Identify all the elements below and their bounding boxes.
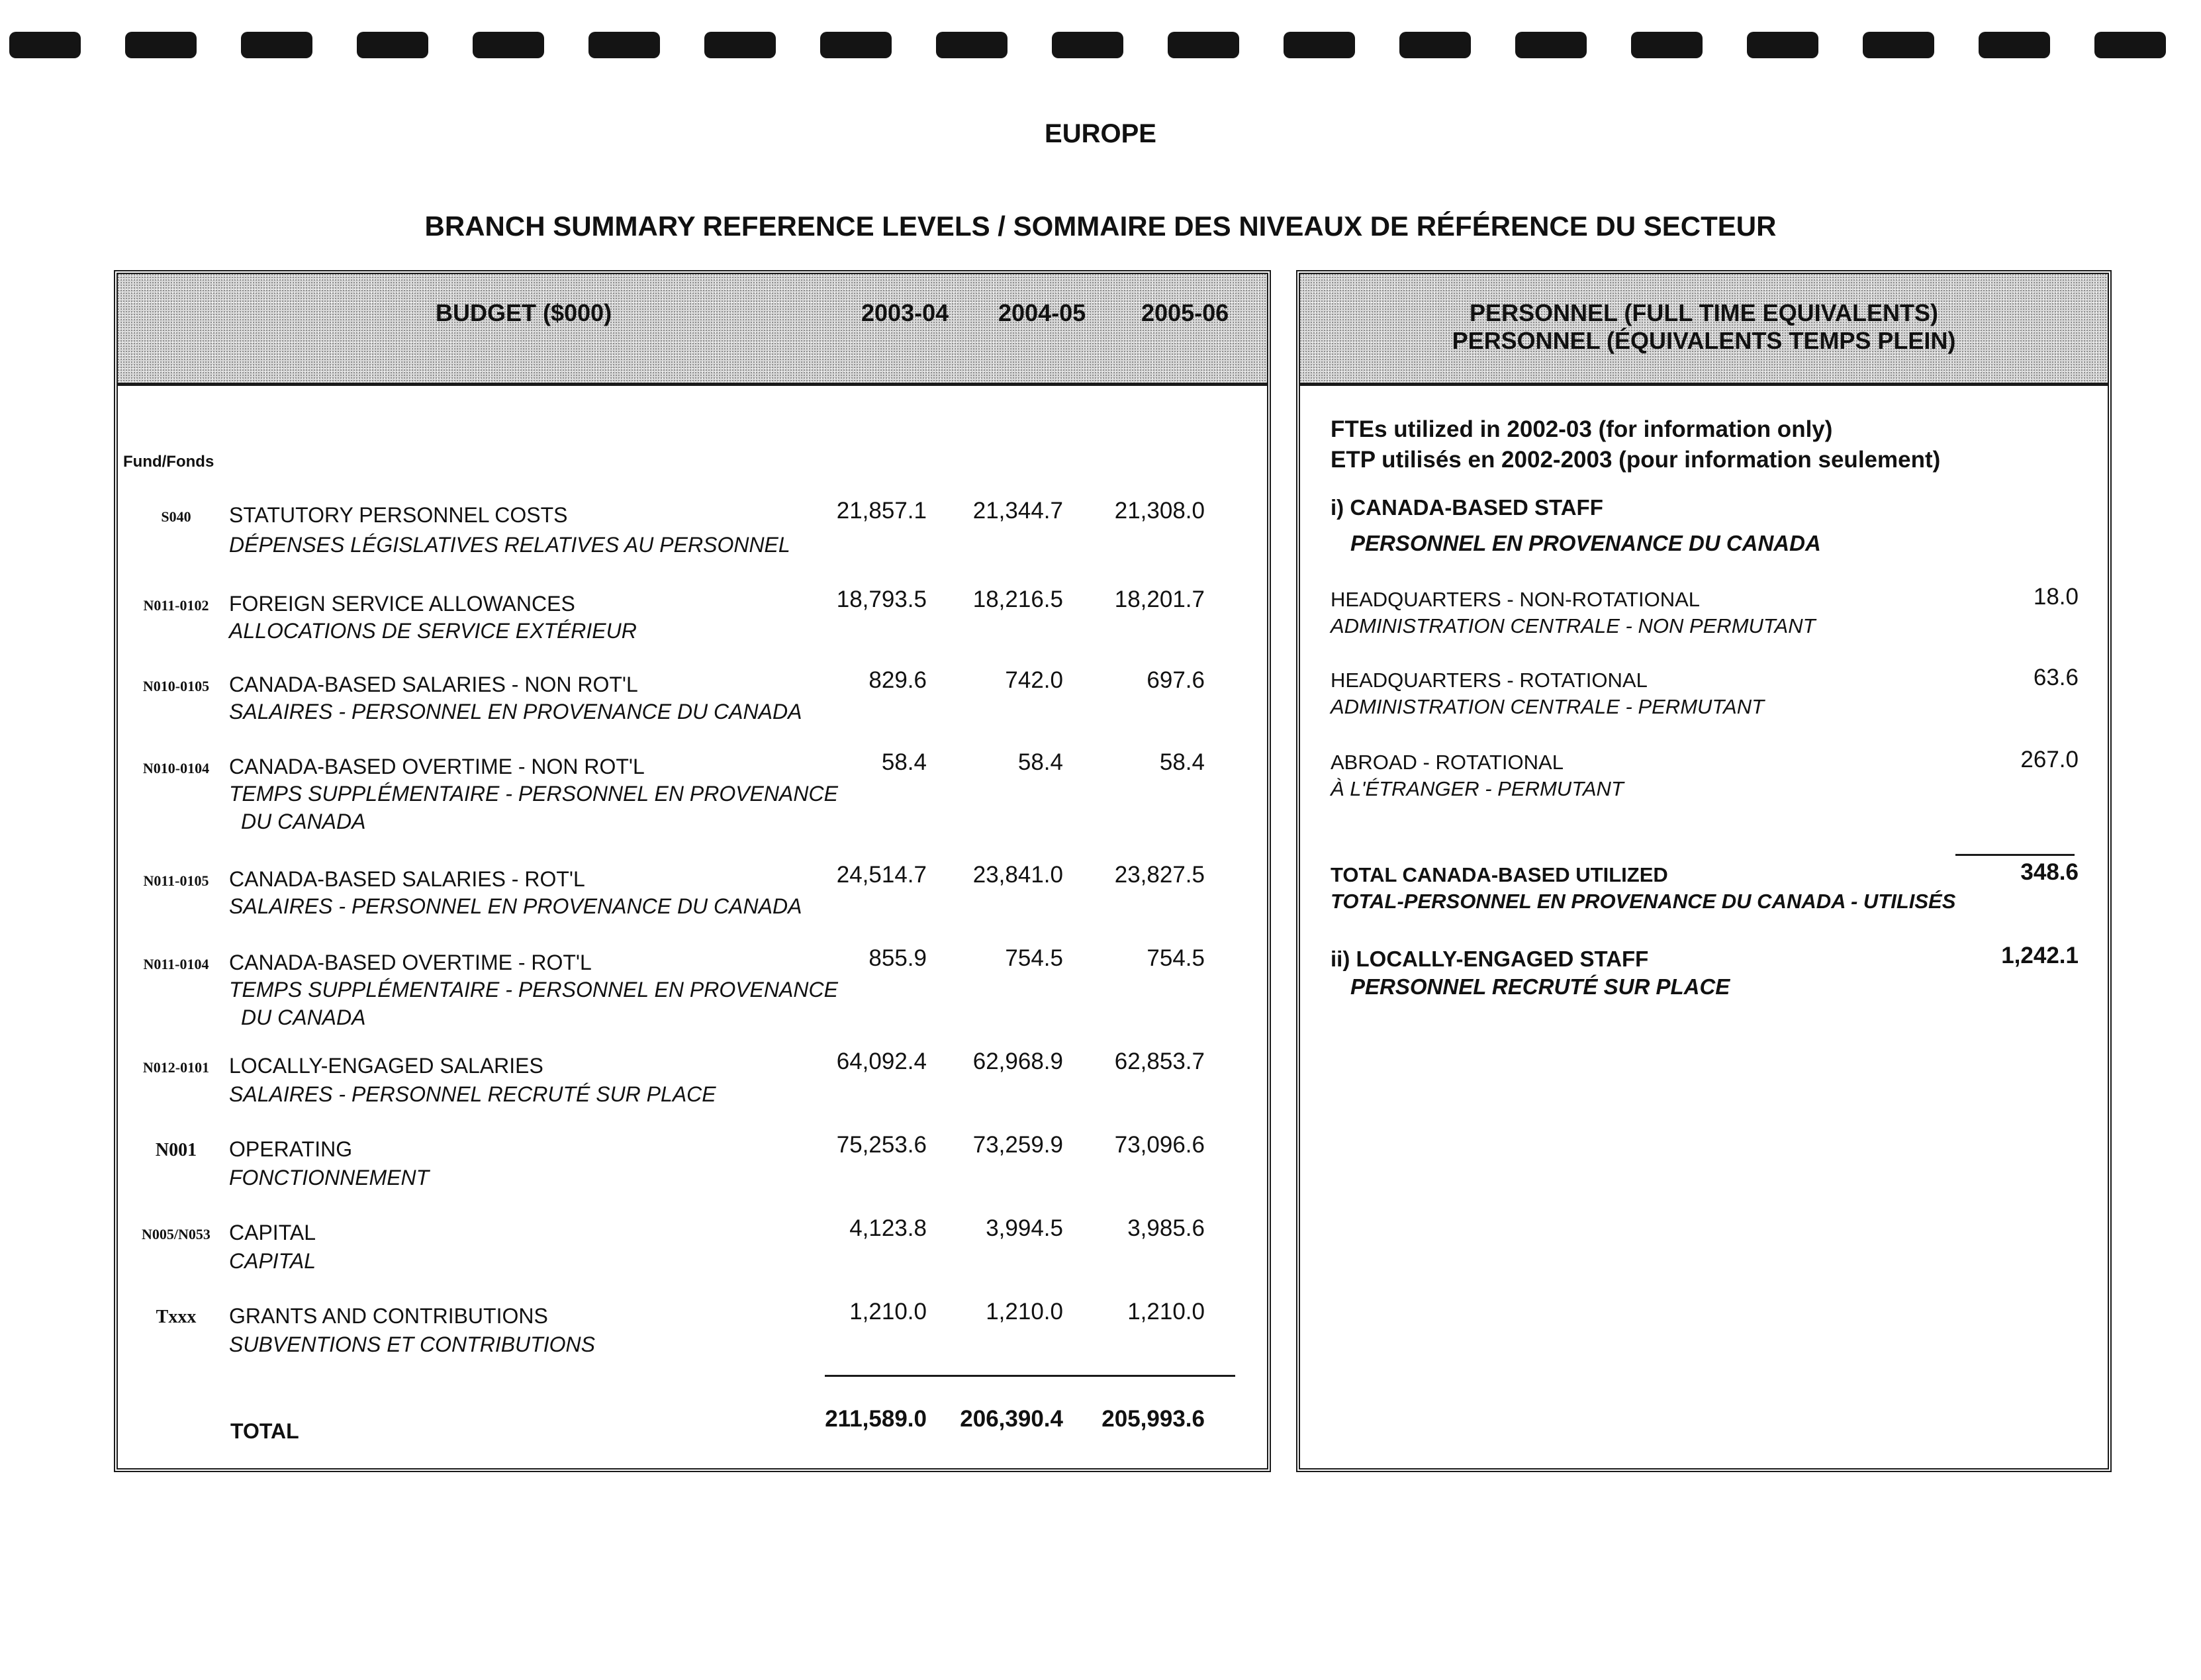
punch-hole (1515, 32, 1587, 58)
value-2004-05: 3,994.5 (986, 1215, 1063, 1241)
punch-hole (1863, 32, 1934, 58)
personnel-row (1331, 665, 2079, 719)
line-item-en: FOREIGN SERVICE ALLOWANCES (229, 592, 575, 616)
line-item-fr: SALAIRES - PERSONNEL EN PROVENANCE DU CANADA (229, 700, 802, 723)
value-2003-04: 4,123.8 (849, 1215, 927, 1241)
year-header: 2003-04 (861, 299, 949, 326)
fund-code: N005/N053 (142, 1226, 211, 1242)
value-2004-05: 21,344.7 (972, 498, 1063, 524)
personnel-item-fr: ADMINISTRATION CENTRALE - PERMUTANT (1331, 695, 1765, 718)
line-item-en: CANADA-BASED SALARIES - NON ROT'L (229, 673, 638, 696)
personnel-fte-value: 63.6 (2033, 665, 2079, 690)
line-item-fr: TEMPS SUPPLÉMENTAIRE - PERSONNEL EN PROVENANCE DU CANADA (229, 782, 838, 833)
personnel-item-fr: À L'ÉTRANGER - PERMUTANT (1331, 777, 1624, 800)
line-item-fr: FONCTIONNEMENT (229, 1166, 430, 1190)
value-2005-06: 73,096.6 (1114, 1132, 1205, 1158)
value-2005-06: 754.5 (1147, 945, 1205, 971)
value-2005-06: 3,985.6 (1127, 1215, 1205, 1241)
value-2004-05: 1,210.0 (986, 1299, 1063, 1325)
line-item-fr: SALAIRES - PERSONNEL EN PROVENANCE DU CANADA (229, 894, 802, 918)
fund-code: N011-0105 (143, 872, 209, 889)
punch-hole (125, 32, 197, 58)
value-2003-04: 1,210.0 (849, 1299, 927, 1325)
personnel-header-en: PERSONNEL (FULL TIME EQUIVALENTS) (1469, 299, 1939, 326)
line-item-fr: DÉPENSES LÉGISLATIVES RELATIVES AU PERSONNEL (229, 533, 790, 557)
punch-hole (1631, 32, 1703, 58)
value-2003-04: 21,857.1 (836, 498, 927, 524)
personnel-item-fr: ADMINISTRATION CENTRALE - NON PERMUTANT (1331, 614, 1816, 637)
personnel-item-en: ABROAD - ROTATIONAL (1331, 751, 1564, 774)
value-2005-06: 697.6 (1147, 667, 1205, 693)
line-item-fr: TEMPS SUPPLÉMENTAIRE - PERSONNEL EN PROVENANCE DU CANADA (229, 978, 838, 1029)
value-2003-04: 58.4 (881, 749, 927, 775)
value-2004-05: 23,841.0 (972, 862, 1063, 888)
fund-code: N001 (155, 1140, 197, 1160)
punch-hole (357, 32, 428, 58)
section-locally-engaged-fr: PERSONNEL RECRUTÉ SUR PLACE (1350, 974, 1730, 999)
punch-hole (704, 32, 776, 58)
document-title: BRANCH SUMMARY REFERENCE LEVELS / SOMMAIRE DES NIVEAUX DE RÉFÉRENCE DU SECTEUR (424, 210, 1777, 242)
value-2005-06: 23,827.5 (1114, 862, 1205, 888)
fund-code: N010-0104 (142, 760, 210, 776)
total-rule (825, 1375, 1235, 1377)
punch-hole (9, 32, 81, 58)
personnel-total-fr: TOTAL-PERSONNEL EN PROVENANCE DU CANADA - UTILISÉS (1331, 890, 1956, 913)
personnel-row (1331, 747, 2079, 801)
line-item-fr: SALAIRES - PERSONNEL RECRUTÉ SUR PLACE (229, 1082, 716, 1106)
budget-header: BUDGET ($000) (436, 299, 612, 326)
value-2004-05: 18,216.5 (972, 586, 1063, 612)
punch-hole (588, 32, 660, 58)
value-2004-05: 58.4 (1017, 749, 1063, 775)
fund-code: S040 (161, 508, 191, 525)
personnel-panel (1296, 270, 2112, 1472)
personnel-item-en: HEADQUARTERS - NON-ROTATIONAL (1331, 588, 1701, 611)
punch-hole (1979, 32, 2050, 58)
budget-panel (114, 270, 1271, 1472)
value-2003-04: 855.9 (868, 945, 927, 971)
line-item-en: GRANTS AND CONTRIBUTIONS (229, 1304, 548, 1328)
section-locally-engaged-en: ii) LOCALLY-ENGAGED STAFF (1331, 947, 1649, 971)
line-item-en: CANADA-BASED OVERTIME - ROT'L (229, 951, 592, 974)
value-2003-04: 75,253.6 (836, 1132, 927, 1158)
punch-hole (936, 32, 1007, 58)
personnel-item-en: HEADQUARTERS - ROTATIONAL (1331, 669, 1648, 692)
line-item-fr: CAPITAL (229, 1249, 316, 1273)
value-2003-04: 24,514.7 (836, 862, 927, 888)
value-2005-06: 18,201.7 (1114, 586, 1205, 612)
punch-hole (473, 32, 544, 58)
punch-hole (241, 32, 312, 58)
personnel-fte-value: 18.0 (2033, 584, 2079, 610)
fte-intro (1331, 414, 1940, 475)
section-canada-based (1331, 490, 1821, 561)
value-2003-04: 829.6 (868, 667, 927, 693)
fte-intro-fr: ETP utilisés en 2002-2003 (pour information seulement) (1331, 447, 1941, 473)
value-2003-04: 64,092.4 (836, 1049, 927, 1074)
line-item-fr: SUBVENTIONS ET CONTRIBUTIONS (229, 1332, 595, 1356)
personnel-header-fr: PERSONNEL (ÉQUIVALENTS TEMPS PLEIN) (1452, 327, 1956, 354)
fte-intro-en: FTEs utilized in 2002-03 (for information only) (1331, 416, 1833, 442)
section-canada-based-fr: PERSONNEL EN PROVENANCE DU CANADA (1350, 531, 1821, 555)
total-label: TOTAL (230, 1419, 299, 1443)
fund-code: N011-0102 (143, 597, 209, 614)
section-canada-based-en: i) CANADA-BASED STAFF (1331, 495, 1603, 520)
personnel-total-rule (1955, 854, 2075, 856)
budget-header-bar (118, 274, 1267, 386)
punch-hole-strip (0, 15, 2201, 68)
fund-code: N010-0105 (142, 678, 210, 694)
total-2004-05: 206,390.4 (960, 1406, 1063, 1432)
punch-hole (1747, 32, 1818, 58)
value-2004-05: 73,259.9 (972, 1132, 1063, 1158)
total-2003-04: 211,589.0 (825, 1406, 927, 1432)
personnel-total-value: 348.6 (2020, 859, 2079, 885)
year-header: 2005-06 (1141, 299, 1229, 326)
personnel-total-en: TOTAL CANADA-BASED UTILIZED (1331, 863, 1668, 886)
fund-code: N011-0104 (143, 956, 209, 972)
section-locally-engaged (1331, 943, 2079, 1000)
value-2005-06: 1,210.0 (1127, 1299, 1205, 1325)
personnel-row (1331, 584, 2079, 638)
punch-hole (2094, 32, 2166, 58)
region-title: EUROPE (1045, 119, 1156, 148)
value-2004-05: 62,968.9 (972, 1049, 1063, 1074)
value-2005-06: 21,308.0 (1114, 498, 1205, 524)
line-item-en: CANADA-BASED OVERTIME - NON ROT'L (229, 755, 645, 778)
fund-code: Txxx (156, 1307, 197, 1327)
year-header: 2004-05 (998, 299, 1086, 326)
fund-code: N012-0101 (142, 1059, 210, 1076)
personnel-fte-value: 267.0 (2020, 747, 2079, 772)
value-2004-05: 754.5 (1005, 945, 1063, 971)
punch-hole (1168, 32, 1239, 58)
fund-column-header: Fund/Fonds (123, 453, 214, 471)
line-item-en: CAPITAL (229, 1221, 316, 1244)
value-2003-04: 18,793.5 (836, 586, 927, 612)
value-2005-06: 62,853.7 (1114, 1049, 1205, 1074)
value-2005-06: 58.4 (1159, 749, 1205, 775)
total-2005-06: 205,993.6 (1101, 1406, 1205, 1432)
punch-hole (1284, 32, 1355, 58)
personnel-total-row (1331, 859, 2079, 913)
value-2004-05: 742.0 (1005, 667, 1063, 693)
line-item-fr: ALLOCATIONS DE SERVICE EXTÉRIEUR (229, 619, 637, 643)
line-item-en: CANADA-BASED SALARIES - ROT'L (229, 867, 585, 891)
line-item-en: OPERATING (229, 1137, 353, 1161)
punch-hole (820, 32, 892, 58)
line-item-en: STATUTORY PERSONNEL COSTS (229, 503, 568, 527)
punch-hole (1399, 32, 1471, 58)
punch-hole (1052, 32, 1123, 58)
personnel-header-bar (1300, 274, 2108, 386)
locally-engaged-value: 1,242.1 (2001, 943, 2079, 968)
line-item-en: LOCALLY-ENGAGED SALARIES (229, 1054, 543, 1078)
